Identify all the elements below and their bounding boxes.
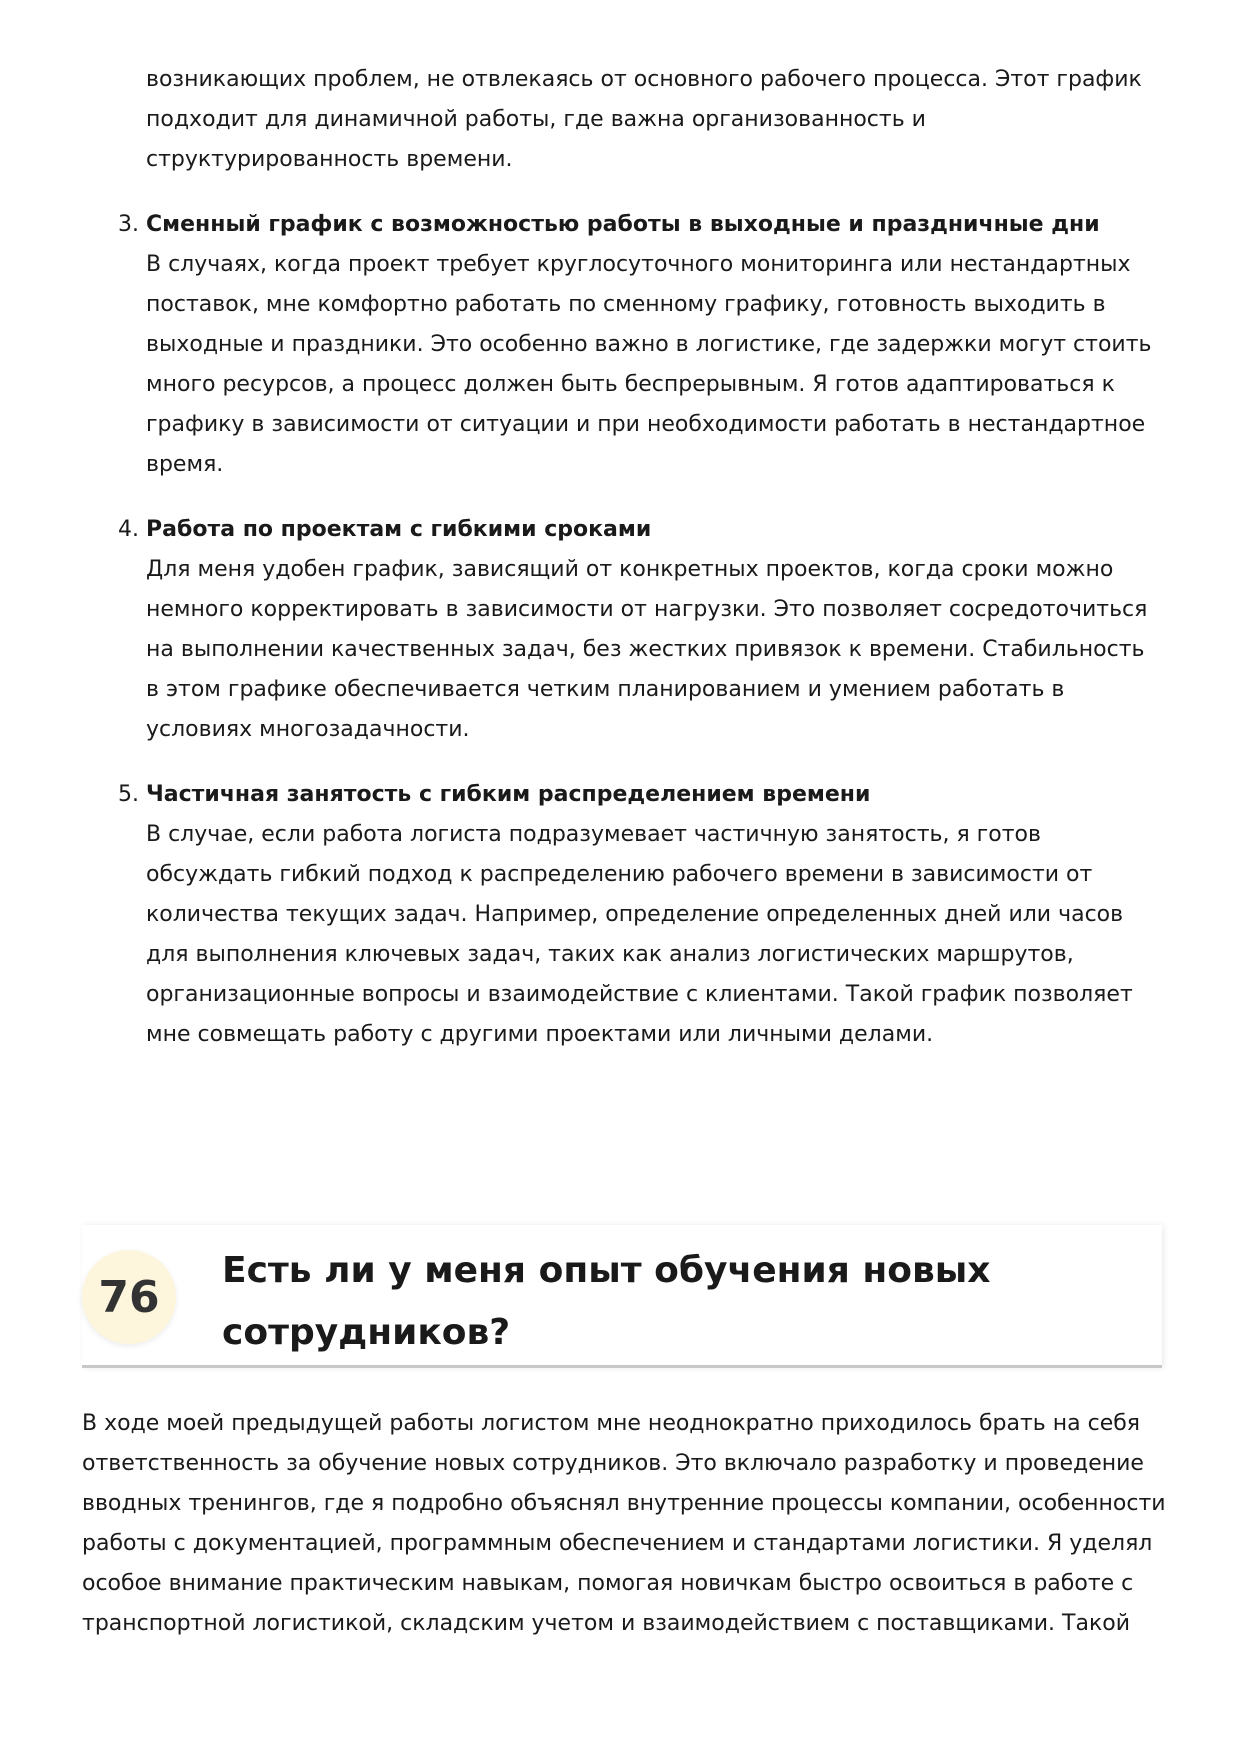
list-item-title: Работа по проектам с гибкими сроками (146, 517, 652, 542)
list-item-number: 3. (118, 212, 139, 237)
intro-continuation: возникающих проблем, не отвлекаясь от основного рабочего процесса. Этот график подходит для динамичной работы, где важна организованность и структурированность времени. (146, 67, 1142, 172)
list-item-title: Сменный график с возможностью работы в выходные и праздничные дни (146, 212, 1100, 237)
answer-paragraph: В ходе моей предыдущей работы логистом мне неоднократно приходилось брать на себя ответственность за обучение новых сотрудников. Это включало разработку и проведение вводных тренингов, где я подробно объяснял внутренние процессы компании, особенности работы с документацией, программным обеспечением и стандартами логистики. Я уделял особое внимание практическим навыкам, помогая новичкам быстро освоиться в работе с транспортной логистикой, складским учетом и взаимодействием с поставщиками. Такой (82, 1411, 1166, 1636)
question-number-badge: 76 (82, 1250, 176, 1344)
list-item-title: Частичная занятость с гибким распределением времени (146, 782, 871, 807)
list-item (118, 205, 1156, 485)
list-item (118, 510, 1156, 750)
list-item-number: 5. (118, 782, 139, 807)
question-title: Есть ли у меня опыт обучения новых сотрудников? (222, 1250, 991, 1353)
list-item-number: 4. (118, 517, 139, 542)
list-item (118, 775, 1156, 1055)
list-item-body: В случаях, когда проект требует круглосуточного мониторинга или нестандартных поставок, мне комфортно работать по сменному графику, готовность выходить в выходные и праздники. Это особенно важно в логистике, где задержки могут стоить много ресурсов, а процесс должен быть беспрерывным. Я готов адаптироваться к графику в зависимости от ситуации и при необходимости работать в нестандартное время. (146, 252, 1152, 477)
list-item-body: Для меня удобен график, зависящий от конкретных проектов, когда сроки можно немного корректировать в зависимости от нагрузки. Это позволяет сосредоточиться на выполнении качественных задач, без жестких привязок к времени. Стабильность в этом графике обеспечивается четким планированием и умением работать в условиях многозадачности. (146, 557, 1148, 742)
list-item-body: В случае, если работа логиста подразумевает частичную занятость, я готов обсуждать гибкий подход к распределению рабочего времени в зависимости от количества текущих задач. Например, определение определенных дней или часов для выполнения ключевых задач, таких как анализ логистических маршрутов, организационные вопросы и взаимодействие с клиентами. Такой график позволяет мне совмещать работу с другими проектами или личными делами. (146, 822, 1133, 1047)
